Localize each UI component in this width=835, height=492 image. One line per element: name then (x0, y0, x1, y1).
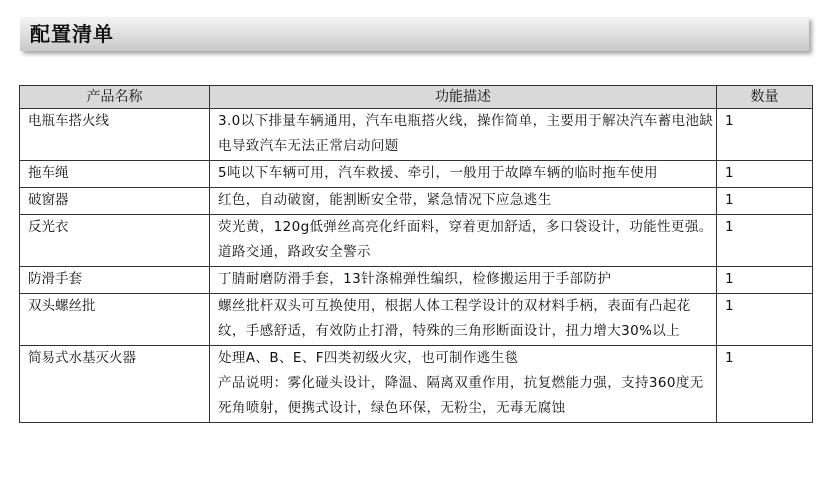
table-row (20, 161, 813, 188)
cell-quantity: 1 (717, 267, 813, 294)
cell-function-desc: 荧光黄，120g低弹丝高亮化纤面料，穿着更加舒适，多口袋设计，功能性更强。道路交通，路政安全警示 (210, 215, 717, 267)
table-header-row (20, 86, 813, 109)
desc-line-2: 产品说明：雾化碰头设计，降温、隔离双重作用，抗复燃能力强，支持360度无死角喷射，便携式设计，绿色环保，无粉尘，无毒无腐蚀 (218, 375, 704, 416)
header-function-desc: 功能描述 (210, 86, 717, 109)
section-title-bar (20, 17, 809, 51)
table-row (20, 346, 813, 423)
cell-quantity: 1 (717, 215, 813, 267)
cell-product-name: 反光衣 (20, 215, 210, 267)
cell-function-desc: 红色，自动破窗，能割断安全带，紧急情况下应急逃生 (210, 188, 717, 215)
table-row (20, 109, 813, 161)
table-row (20, 215, 813, 267)
cell-product-name: 拖车绳 (20, 161, 210, 188)
header-product-name: 产品名称 (20, 86, 210, 109)
cell-product-name: 简易式水基灭火器 (20, 346, 210, 423)
cell-function-desc: 3.0以下排量车辆通用，汽车电瓶搭火线，操作简单，主要用于解决汽车蓄电池缺电导致汽车无法正常启动问题 (210, 109, 717, 161)
header-quantity: 数量 (717, 86, 813, 109)
cell-quantity: 1 (717, 294, 813, 346)
cell-function-desc (210, 346, 717, 423)
cell-product-name: 防滑手套 (20, 267, 210, 294)
cell-product-name: 电瓶车搭火线 (20, 109, 210, 161)
cell-quantity: 1 (717, 188, 813, 215)
cell-product-name: 双头螺丝批 (20, 294, 210, 346)
cell-quantity: 1 (717, 109, 813, 161)
cell-function-desc: 5吨以下车辆可用，汽车救援、牵引，一般用于故障车辆的临时拖车使用 (210, 161, 717, 188)
table-row (20, 267, 813, 294)
table-row (20, 188, 813, 215)
cell-product-name: 破窗器 (20, 188, 210, 215)
cell-quantity: 1 (717, 161, 813, 188)
desc-line-1: 处理A、B、E、F四类初级火灾，也可制作逃生毯 (218, 350, 519, 366)
cell-quantity: 1 (717, 346, 813, 423)
cell-function-desc: 丁腈耐磨防滑手套，13针涤棉弹性编织，检修搬运用于手部防护 (210, 267, 717, 294)
table-row (20, 294, 813, 346)
cell-function-desc: 螺丝批杆双头可互换使用，根据人体工程学设计的双材料手柄，表面有凸起花纹，手感舒适，有效防止打滑，特殊的三角形断面设计，扭力增大30%以上 (210, 294, 717, 346)
section-title: 配置清单 (30, 22, 114, 46)
config-table (19, 85, 813, 423)
